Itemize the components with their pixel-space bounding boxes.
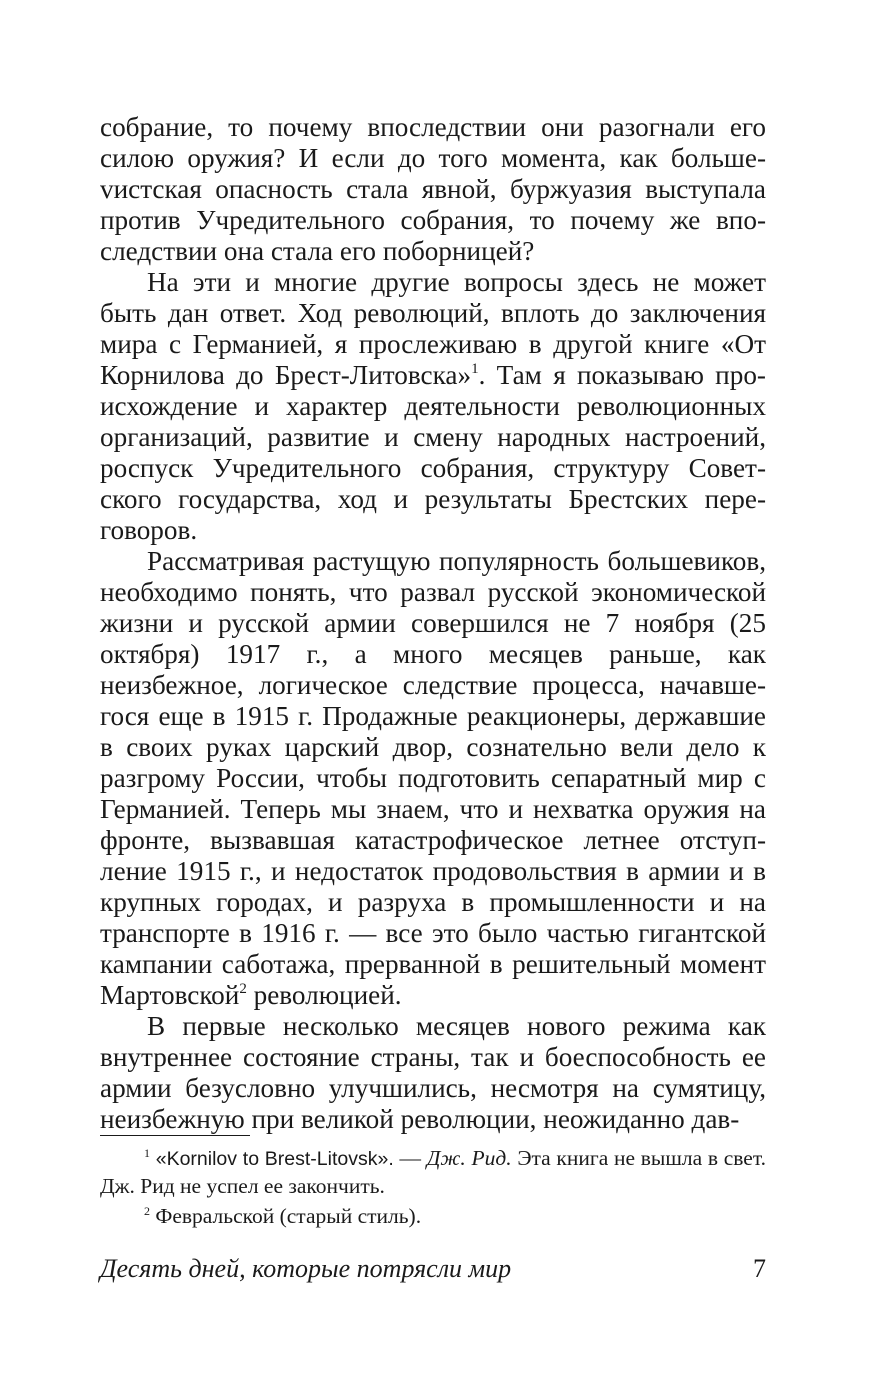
footnote-2 [100,1203,766,1230]
footnote-ref-2: 2 [239,980,247,997]
paragraph-1: собрание, то почему впоследствии они разогнали его силою оружия? И если до того момента, как большеvистская опасность стала явной, буржуазия выступала против Учредительного собрания, то почему же впоследствии она стала его поборницей? [100,112,766,266]
footnotes [100,1145,766,1230]
paragraph-2-text-a: На эти и многие другие вопросы здесь не может быть дан ответ. Ход революций, вплоть до заключения мира с Германией, я прослеживаю в другой книге «От Корнилова до Брест-Литовска» [100,267,766,390]
running-footer [100,1252,766,1286]
running-title: Десять дней, которые потрясли мир [100,1254,512,1283]
footnote-1-marker: 1 [144,1145,150,1160]
page-number: 7 [753,1254,766,1283]
footnote-1-dash: — [393,1146,427,1170]
footnote-1-author: Дж. Рид. [426,1146,512,1170]
footnote-1-text: Эта книга не вышла в свет. Дж. Рид не успел ее закончить. [100,1146,767,1198]
footnote-2-text: Февральской (старый стиль). [155,1204,422,1228]
footnote-ref-1: 1 [471,360,479,377]
paragraph-4: В первые несколько месяцев нового режима как внутреннее состояние страны, так и боеспособность ее армии безусловно улучшились, несмотря на сумятицу, неизбежную при великой революции, неожиданно дав- [100,1011,766,1134]
footnote-1 [100,1145,766,1200]
paragraph-2 [100,267,766,546]
footnote-1-title: «Kornilov to Brest-Litovsk». [155,1148,394,1170]
paragraph-3 [100,546,766,1011]
footnote-divider [100,1135,250,1136]
footnote-2-marker: 2 [144,1203,150,1218]
paragraph-3-text-a: Рассматривая растущую популярность большевиков, необходимо понять, что развал русской экономической жизни и русской армии совершился не 7 ноября (25 октября) 1917 г., а много месяцев раньше, как неизбежное, логическое следствие процесса, начавшегося еще в 1915 г. Продажные реакционеры, державшие в своих руках царский двор, сознательно вели дело к разгрому России, чтобы подготовить сепаратный мир с Германией. Теперь мы знаем, что и нехватка оружия на фронте, вызвавшая катастрофическое летнее отступление 1915 г., и недостаток продовольствия в армии и в крупных городах, и разруха в промышленности и на транспорте в 1916 г. — все это было частью гигантской кампании саботажа, прерванной в решительный момент Мартовской [100,546,766,1010]
paragraph-3-text-b: революцией. [246,980,402,1010]
main-text [100,112,766,1135]
paragraph-2-text-b: . Там я показываю происхождение и характер деятельности революционных организаций, развитие и смену народных настроений, роспуск Учредительного собрания, структуру Советского государства, ход и результаты Брестских переговоров. [100,360,766,545]
